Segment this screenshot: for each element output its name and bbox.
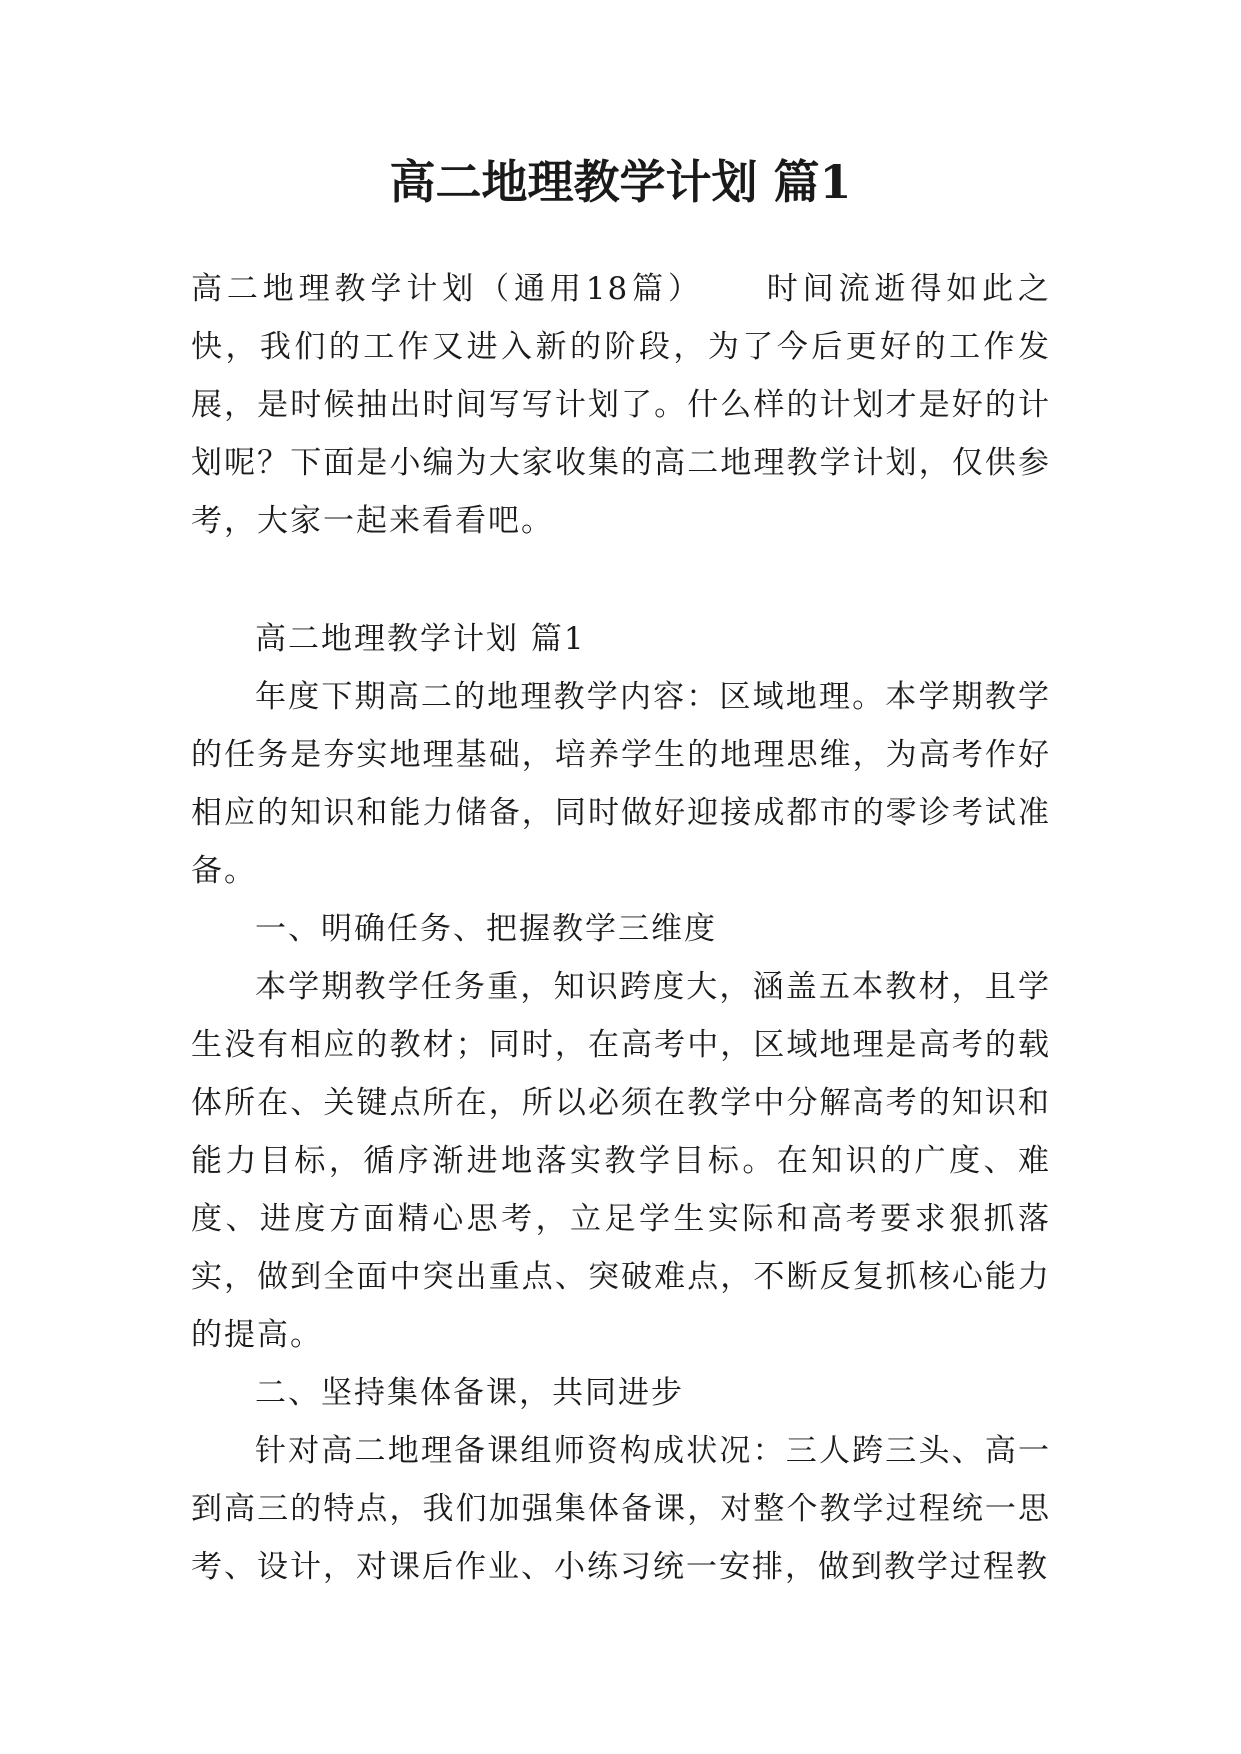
intro-text: 时间流逝得如此之快，我们的工作又进入新的阶段，为了今后更好的工作发展，是时候抽出时间写写计划了。什么样的计划才是好的计划呢？下面是小编为大家收集的高二地理教学计划，仅供参考，大家一起来看看吧。 bbox=[191, 271, 1051, 539]
intro-lead: 高二地理教学计划（通用18篇） bbox=[191, 271, 704, 307]
paragraph-3: 针对高二地理备课组师资构成状况：三人跨三头、高一到高三的特点，我们加强集体备课，对整个教学过程统一思考、设计，对课后作业、小练习统一安排，做到教学过程教 bbox=[191, 1433, 1051, 1585]
document-body bbox=[191, 260, 1051, 1596]
subheading-1: 一、明确任务、把握教学三维度 bbox=[255, 911, 717, 947]
paragraph-1: 年度下期高二的地理教学内容：区域地理。本学期教学的任务是夯实地理基础，培养学生的地理思维，为高考作好相应的知识和能力储备，同时做好迎接成都市的零诊考试准备。 bbox=[191, 679, 1051, 889]
document-title: 高二地理教学计划 篇1 bbox=[389, 155, 852, 209]
paragraph-2: 本学期教学任务重，知识跨度大，涵盖五本教材，且学生没有相应的教材；同时，在高考中，区域地理是高考的载体所在、关键点所在，所以必须在教学中分解高考的知识和能力目标，循序渐进地落实教学目标。在知识的广度、难度、进度方面精心思考，立足学生实际和高考要求狠抓落实，做到全面中突出重点、突破难点，不断反复抓核心能力的提高。 bbox=[191, 969, 1051, 1353]
section-heading: 高二地理教学计划 篇1 bbox=[255, 621, 586, 657]
subheading-2: 二、坚持集体备课，共同进步 bbox=[255, 1375, 684, 1411]
intro-paragraph bbox=[191, 260, 1051, 550]
